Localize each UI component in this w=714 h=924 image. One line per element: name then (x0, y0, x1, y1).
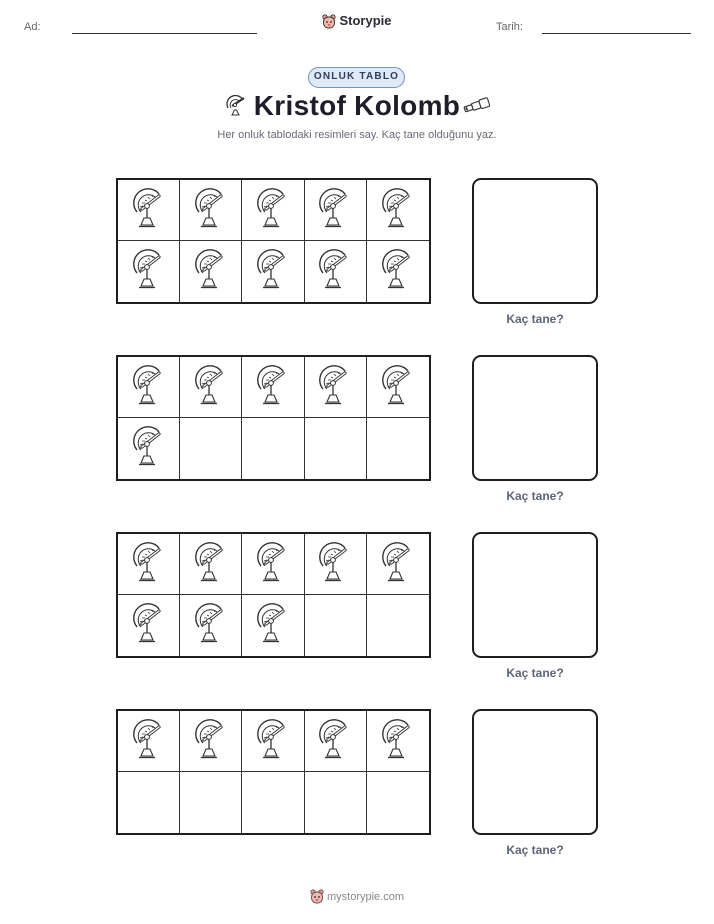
astrolabe-icon (256, 186, 290, 235)
frame-cell (242, 595, 304, 656)
frame-cell (367, 711, 429, 772)
frame-cell (305, 180, 367, 241)
frame-cell (367, 357, 429, 418)
storypie-icon (322, 14, 336, 30)
frame-cell (180, 357, 242, 418)
astrolabe-icon (132, 363, 166, 412)
frame-cell (180, 595, 242, 656)
astrolabe-icon (194, 540, 228, 589)
astrolabe-icon (194, 717, 228, 766)
frame-cell (180, 180, 242, 241)
astrolabe-icon (132, 186, 166, 235)
frame-cell (305, 711, 367, 772)
spyglass-icon (462, 96, 492, 114)
answer-box[interactable] (472, 532, 598, 658)
frame-cell (118, 180, 180, 241)
frame-cell (118, 418, 180, 479)
frame-cell (180, 534, 242, 595)
question-label: Kaç tane? (506, 843, 564, 857)
astrolabe-icon (318, 247, 352, 296)
frame-cell (118, 772, 180, 833)
brand-name: Storypie (339, 13, 392, 28)
ten-frame (116, 355, 431, 481)
frame-cell (305, 534, 367, 595)
name-line[interactable] (72, 33, 257, 34)
date-line[interactable] (542, 33, 691, 34)
frame-cell (118, 534, 180, 595)
answer-box[interactable] (472, 355, 598, 481)
question-label: Kaç tane? (506, 666, 564, 680)
astrolabe-icon (132, 424, 166, 473)
frame-cell (180, 772, 242, 833)
frame-cell (367, 772, 429, 833)
astrolabe-icon (132, 601, 166, 650)
frame-cell (367, 180, 429, 241)
frame-cell (305, 357, 367, 418)
frame-cell (242, 241, 304, 302)
footer (0, 889, 714, 905)
astrolabe-icon (318, 540, 352, 589)
astrolabe-icon (194, 247, 228, 296)
frame-cell (367, 241, 429, 302)
astrolabe-icon (194, 186, 228, 235)
frame-cell (242, 418, 304, 479)
footer-url: mystorypie.com (326, 890, 405, 903)
frame-cell (242, 534, 304, 595)
astrolabe-icon (256, 717, 290, 766)
astrolabe-icon (381, 247, 415, 296)
frame-cell (305, 241, 367, 302)
astrolabe-icon (256, 247, 290, 296)
frame-cell (305, 772, 367, 833)
frame-cell (118, 711, 180, 772)
worksheet-type-badge: ONLUK TABLO (308, 67, 405, 88)
astrolabe-icon (381, 717, 415, 766)
astrolabe-icon (381, 540, 415, 589)
frame-cell (180, 711, 242, 772)
frame-cell (118, 241, 180, 302)
astrolabe-icon (256, 601, 290, 650)
frame-cell (367, 595, 429, 656)
frame-cell (118, 357, 180, 418)
frame-cell (242, 711, 304, 772)
storypie-icon (310, 889, 324, 905)
frame-cell (305, 418, 367, 479)
astrolabe-icon (318, 717, 352, 766)
frame-cell (180, 241, 242, 302)
astrolabe-icon (256, 363, 290, 412)
ten-frame (116, 178, 431, 304)
brand-logo (0, 13, 714, 30)
answer-box[interactable] (472, 709, 598, 835)
frame-cell (180, 418, 242, 479)
astrolabe-icon (256, 540, 290, 589)
astrolabe-icon (194, 363, 228, 412)
frame-cell (305, 595, 367, 656)
frame-cell (242, 772, 304, 833)
frame-cell (118, 595, 180, 656)
question-label: Kaç tane? (506, 489, 564, 503)
frame-cell (242, 180, 304, 241)
ten-frame (116, 709, 431, 835)
astrolabe-icon (318, 186, 352, 235)
astrolabe-icon (318, 363, 352, 412)
question-label: Kaç tane? (506, 312, 564, 326)
ten-frame (116, 532, 431, 658)
instructions: Her onluk tablodaki resimleri say. Kaç tane olduğunu yaz. (217, 129, 497, 141)
astrolabe-icon (132, 717, 166, 766)
astrolabe-icon (132, 247, 166, 296)
frame-cell (367, 534, 429, 595)
page-title: Kristof Kolomb (253, 90, 461, 121)
astrolabe-icon (194, 601, 228, 650)
frame-cell (242, 357, 304, 418)
date-label: Tarih: (496, 21, 523, 33)
astrolabe-icon (381, 363, 415, 412)
answer-box[interactable] (472, 178, 598, 304)
astrolabe-icon (132, 540, 166, 589)
astrolabe-icon (381, 186, 415, 235)
name-label: Ad: (24, 21, 41, 33)
frame-cell (367, 418, 429, 479)
